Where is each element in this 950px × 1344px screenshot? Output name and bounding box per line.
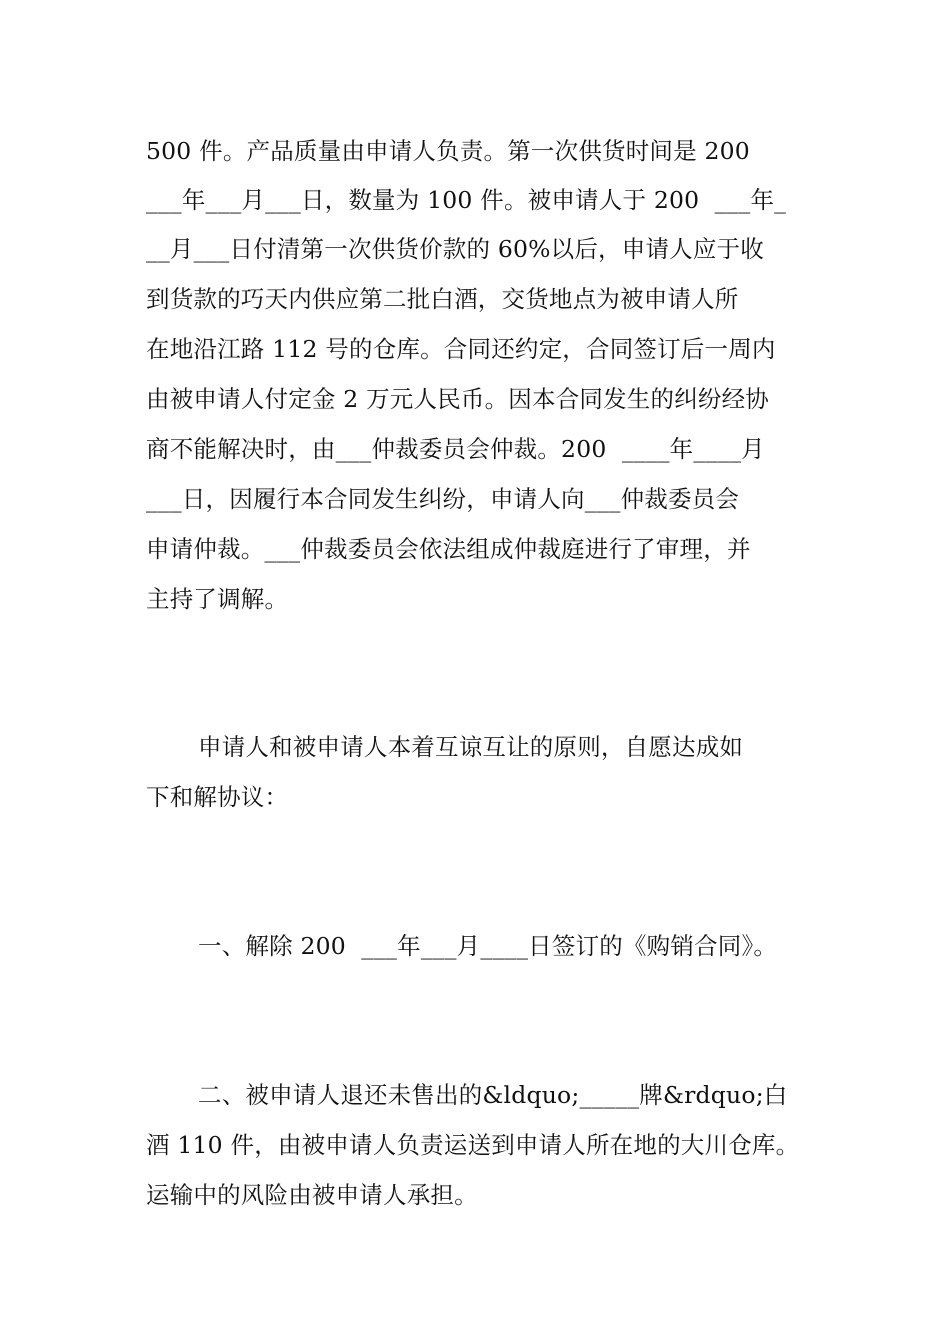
text-line: 由被申请人付定金 2 万元人民币。因本合同发生的纠纷经协 bbox=[146, 385, 769, 413]
text-line: 到货款的巧天内供应第二批白酒，交货地点为被申请人所 bbox=[146, 285, 739, 313]
text-line: 二、被申请人退还未售出的&ldquo;_____牌&rdquo;白 bbox=[198, 1081, 788, 1109]
text-line: 一、解除 200 ___年___月____日签订的《购销合同》。 bbox=[198, 932, 778, 960]
text-line: 下和解协议： bbox=[146, 783, 289, 811]
text-line: __月___日付清第一次供货价款的 60%以后，申请人应于收 bbox=[146, 235, 764, 263]
text-line: 申请仲裁。___仲裁委员会依法组成仲裁庭进行了审理，并 bbox=[146, 535, 751, 563]
text-line: 商不能解决时，由___仲裁委员会仲裁。200 ____年____月 bbox=[146, 435, 765, 463]
text-line: 申请人和被申请人本着互谅互让的原则，自愿达成如 bbox=[198, 733, 744, 761]
text-line: 在地沿江路 112 号的仓库。合同还约定，合同签订后一周内 bbox=[146, 335, 776, 363]
text-line: 运输中的风险由被申请人承担。 bbox=[146, 1181, 478, 1209]
text-line: ___日，因履行本合同发生纠纷，申请人向___仲裁委员会 bbox=[146, 485, 740, 513]
text-line: ___年___月___日，数量为 100 件。被申请人于 200 ___年_ bbox=[146, 186, 787, 214]
text-line: 500 件。产品质量由申请人负责。第一次供货时间是 200 bbox=[146, 137, 750, 165]
text-line: 酒 110 件，由被申请人负责运送到申请人所在地的大川仓库。 bbox=[146, 1131, 800, 1159]
text-line: 主持了调解。 bbox=[146, 585, 289, 613]
